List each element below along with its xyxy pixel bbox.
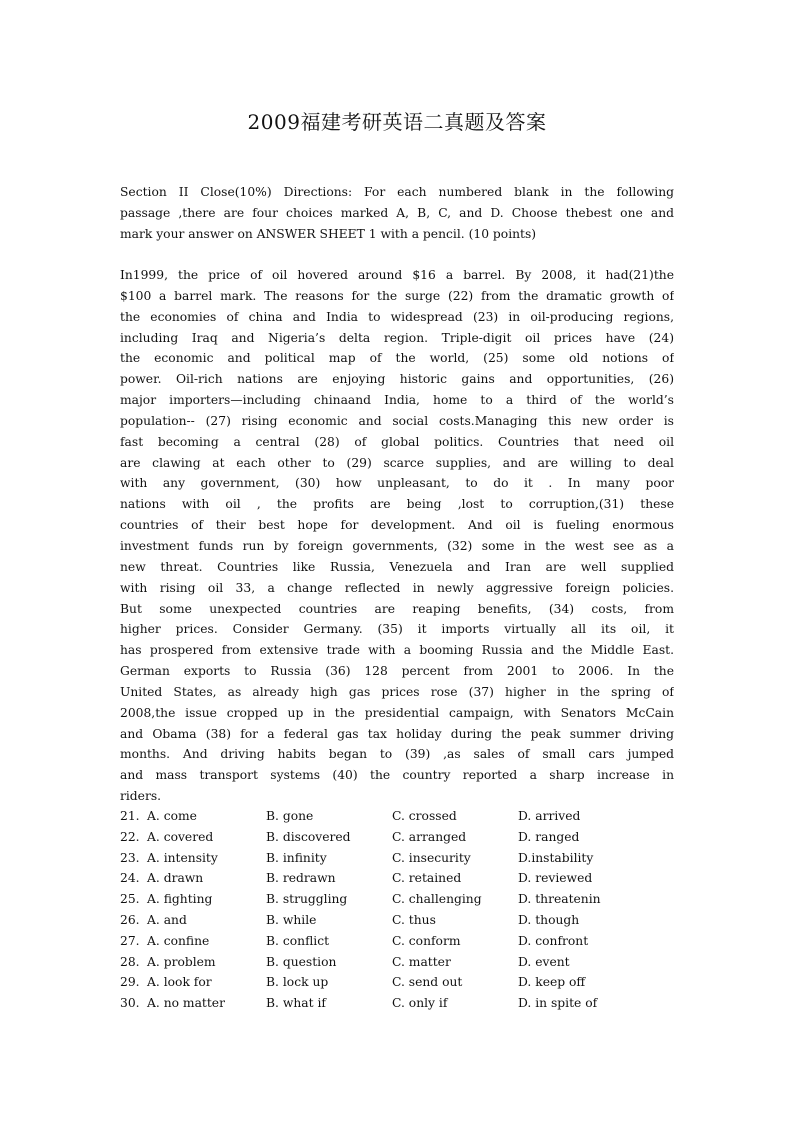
section-line: passage ,there are four choices marked A, B, C, and D. Choose thebest one and [120,205,674,220]
option-a: A. come [147,809,197,823]
option-b: B. question [266,954,337,969]
passage-line: German exports to Russia (36) 128 percent from 2001 to 2006. In the [120,664,674,679]
passage-line: has prospered from extensive trade with a booming Russia and the Middle East. [120,643,674,658]
passage-line: riders. [120,789,162,804]
option-a: A. confine [147,933,210,948]
passage-line: United States, as already high gas prices rose (37) higher in the spring of [120,684,674,699]
question-number: 29. [120,975,140,990]
question-row [120,931,674,952]
question-row [120,910,674,931]
option-d: D. ranged [518,829,580,844]
question-row [120,848,674,869]
passage-line: fast becoming a central (28) of global politics. Countries that need oil [120,434,674,449]
option-b: B. discovered [266,829,351,844]
passage-line: investment funds run by foreign governments, (32) some in the west see as a [120,538,674,553]
option-a: A. look for [147,975,212,990]
option-c: C. arranged [392,829,467,844]
passage-line: population-- (27) rising economic and social costs.Managing this new order is [120,413,674,428]
passage-line: In1999, the price of oil hovered around $16 a barrel. By 2008, it had(21)the [120,268,674,282]
option-b: B. struggling [266,892,348,907]
option-c: C. conform [392,933,461,948]
passage-line: major importers—including chinaand India, home to a third of the world’s [120,393,674,408]
option-d: D. threatenin [518,892,601,907]
option-b: B. infinity [266,850,327,865]
passage-line: higher prices. Consider Germany. (35) it imports virtually all its oil, it [120,622,674,637]
passage-line: with any government, (30) how unpleasant, to do it . In many poor [120,476,674,491]
option-b: B. conflict [266,933,330,948]
passage-line: and mass transport systems (40) the country reported a sharp increase in [120,768,674,783]
option-d: D. confront [518,933,589,948]
question-number: 23. [120,850,140,865]
option-d: D. event [518,954,570,969]
option-c: C. send out [392,975,463,990]
option-b: B. redrawn [266,871,336,886]
passage-line: countries of their best hope for development. And oil is fueling enormous [120,518,674,533]
passage-line: the economic and political map of the world, (25) some old notions of [120,351,674,366]
passage-line: But some unexpected countries are reaping benefits, (34) costs, from [120,601,674,616]
passage-line: new threat. Countries like Russia, Venezuela and Iran are well supplied [120,559,674,574]
question-row [120,806,674,827]
option-c: C. challenging [392,892,482,907]
section-line: Section II Close(10%) Directions: For each numbered blank in the following [120,185,674,199]
question-row [120,868,674,889]
passage-line: and Obama (38) for a federal gas tax holiday during the peak summer driving [120,726,674,741]
option-d: D. arrived [518,809,581,823]
option-b: B. lock up [266,975,329,990]
question-number: 30. [120,996,140,1011]
passage-line: nations with oil , the profits are being ,lost to corruption,(31) these [120,497,674,512]
question-row [120,993,674,1014]
passage-line: 2008,the issue cropped up in the presidential campaign, with Senators McCain [120,705,674,720]
question-number: 27. [120,933,140,948]
question-row [120,827,674,848]
passage-line: the economies of china and India to widespread (23) in oil-producing regions, [120,309,674,324]
option-a: A. problem [147,954,216,969]
question-number: 26. [120,912,140,927]
cloze-passage [120,265,674,807]
question-row [120,972,674,993]
option-b: B. what if [266,996,326,1011]
question-number: 22. [120,829,140,844]
question-row [120,952,674,973]
option-d: D.instability [518,850,594,865]
option-a: A. drawn [147,871,204,886]
option-a: A. covered [147,829,214,844]
question-row [120,889,674,910]
question-number: 28. [120,954,140,969]
option-b: B. while [266,912,317,927]
answer-options [120,806,674,1014]
section-line: mark your answer on ANSWER SHEET 1 with a pencil. (10 points) [120,226,537,241]
option-a: A. no matter [147,996,225,1011]
option-a: A. and [147,912,187,927]
passage-line: power. Oil-rich nations are enjoying historic gains and opportunities, (26) [120,372,674,387]
option-a: A. fighting [147,892,213,907]
option-d: D. reviewed [518,871,593,886]
passage-line: are clawing at each other to (29) scarce supplies, and are willing to deal [120,455,674,470]
passage-line: $100 a barrel mark. The reasons for the surge (22) from the dramatic growth of [120,288,674,303]
option-c: C. thus [392,912,436,927]
question-number: 25. [120,892,140,907]
option-d: D. in spite of [518,996,598,1011]
page-title: 2009福建考研英语二真题及答案 [247,110,547,134]
passage-line: with rising oil 33, a change reflected in newly aggressive foreign policies. [120,580,674,595]
option-c: C. crossed [392,809,457,823]
option-c: C. insecurity [392,850,471,865]
option-c: C. matter [392,954,451,969]
option-c: C. only if [392,996,448,1011]
option-b: B. gone [266,809,314,823]
option-a: A. intensity [147,850,218,865]
question-number: 21. [120,809,140,823]
passage-line: including Iraq and Nigeria’s delta region. Triple-digit oil prices have (24) [120,330,674,345]
option-d: D. though [518,912,580,927]
option-c: C. retained [392,871,462,886]
passage-line: months. And driving habits began to (39) ,as sales of small cars jumped [120,747,674,762]
question-number: 24. [120,871,140,886]
section-directions [120,182,674,245]
option-d: D. keep off [518,975,586,990]
